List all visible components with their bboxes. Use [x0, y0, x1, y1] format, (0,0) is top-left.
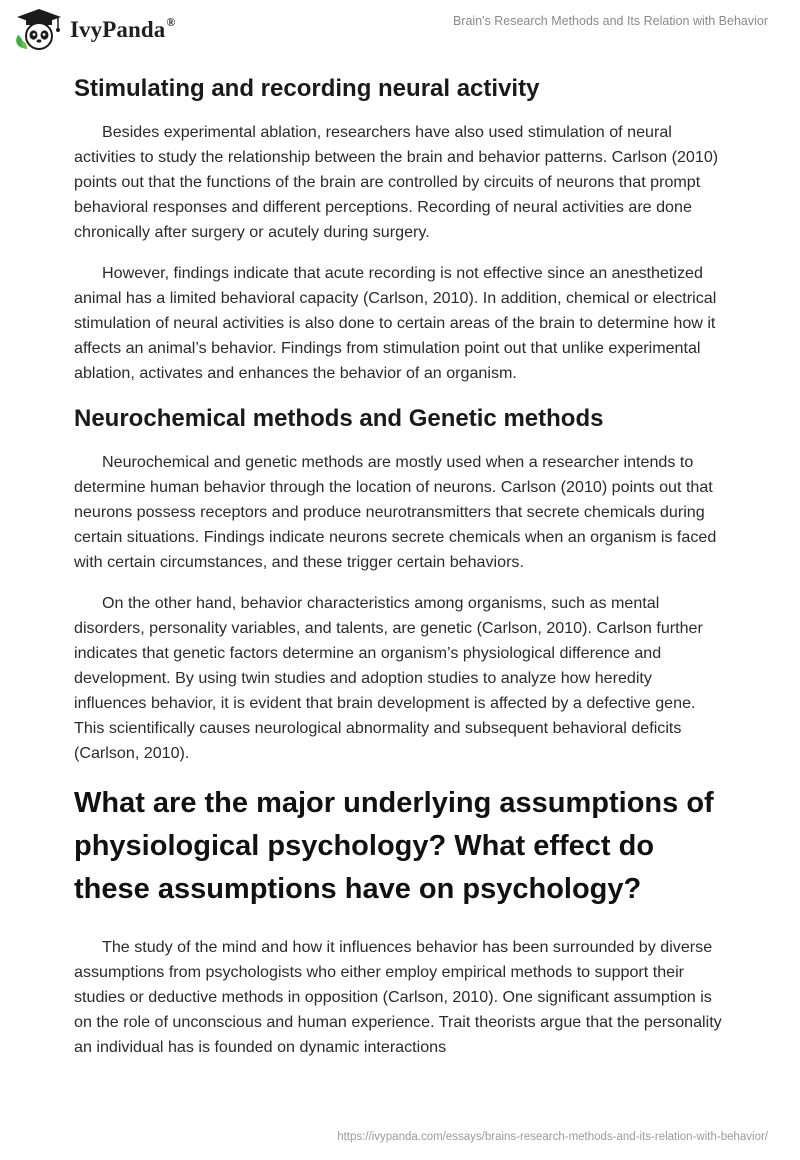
brand-name: IvyPanda® — [70, 15, 176, 42]
question-heading: What are the major underlying assumptions of physiological psychology? What effect do these assumptions have on psychology? — [74, 787, 714, 905]
paragraph: Neurochemical and genetic methods are mostly used when a researcher intends to determine human behavior through the location of neurons. Carlson (2010) points out that neurons possess receptors and produce neurotransmitters that secrete chemicals during certain situations. Findings indicate neurons secrete chemicals when an organism is faced with certain circumstances, and these trigger certain behaviors. — [74, 453, 717, 571]
document-title: Brain's Research Methods and Its Relation with Behavior — [452, 14, 768, 28]
ivypanda-logo[interactable] — [14, 7, 175, 51]
page-header — [0, 0, 800, 64]
paragraph: Besides experimental ablation, researchers have also used stimulation of neural activities to study the relationship between the brain and behavior patterns. Carlson (2010) points out that the functions of the brain are controlled by circuits of neurons that prompt behavioral responses and different perceptions. Recording of neural activities are done chronically after surgery or acutely during surgery. — [74, 123, 719, 241]
source-url-link[interactable]: https://ivypanda.com/essays/brains-research-methods-and-its-relation-with-behavior/ — [337, 1131, 768, 1143]
paragraph: On the other hand, behavior characteristics among organisms, such as mental disorders, personality variables, and talents, are genetic (Carlson, 2010). Carlson further indicates that genetic factors determine an organism’s physiological difference and development. By using twin studies and adoption studies to analyze how heredity influences behavior, it is evident that brain development is affected by a defective gene. This scientifically causes neurological abnormality and subsequent behavioral deficits (Carlson, 2010). — [74, 594, 703, 762]
paragraph: The study of the mind and how it influences behavior has been surrounded by diverse assumptions from psychologists who either employ empirical methods to support their studies or deductive methods in opposition (Carlson, 2010). One significant assumption is on the role of unconscious and human experience. Trait theorists argue that the personality an individual has is founded on dynamic interactions — [74, 938, 722, 1056]
section-heading: Stimulating and recording neural activity — [74, 75, 540, 102]
essay-content — [74, 72, 724, 1076]
panda-graduate-icon — [14, 7, 64, 51]
paragraph: However, findings indicate that acute recording is not effective since an anesthetized animal has a limited behavioral capacity (Carlson, 2010). In addition, chemical or electrical stimulation of neural activities is also done to certain areas of the brain to determine how it affects an animal’s behavior. Findings from stimulation point out that unlike experimental ablation, activates and enhances the behavior of an organism. — [74, 264, 717, 382]
section-heading: Neurochemical methods and Genetic methods — [74, 405, 604, 432]
